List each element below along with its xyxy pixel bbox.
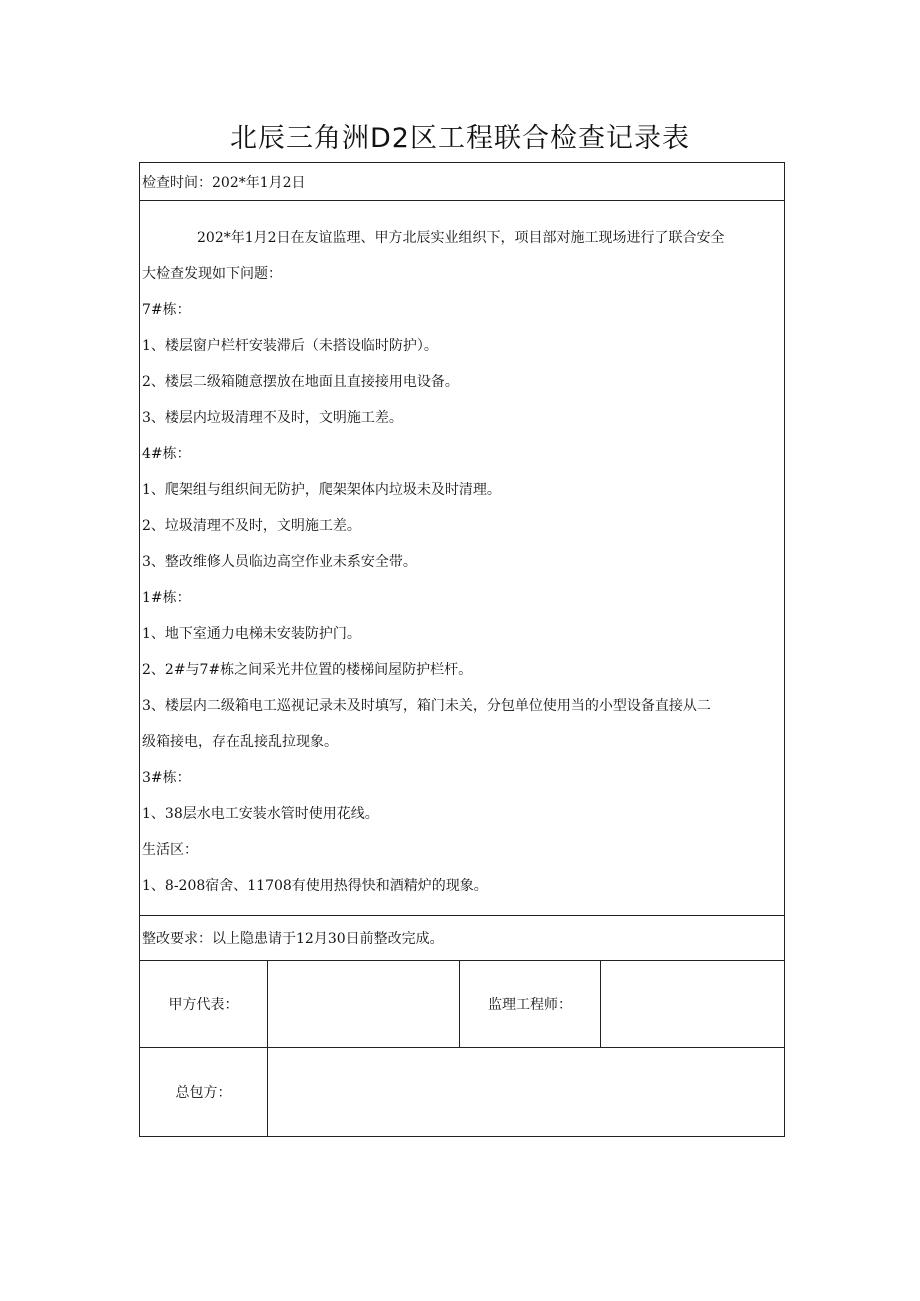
issue-item: 1、楼层窗户栏杆安装滞后（未搭设临时防护）。: [142, 338, 438, 354]
building-heading: 1#栋：: [142, 590, 191, 606]
issue-item: 2、2#与7#栋之间采光井位置的楼梯间屋防护栏杆。: [142, 662, 473, 678]
owner-rep-signature-field[interactable]: [268, 961, 460, 1048]
signature-row: [140, 961, 785, 1048]
issue-item: 1、8-208宿舍、11708有使用热得快和酒精炉的现象。: [142, 878, 488, 894]
issue-item: 1、地下室通力电梯未安装防护门。: [142, 626, 361, 642]
rectification-row: [140, 916, 785, 961]
issue-item: 1、爬架组与组织间无防护，爬架架体内垃圾未及时清理。: [142, 482, 501, 498]
rectification-cell: [140, 916, 785, 961]
inspection-time-cell: [140, 163, 785, 201]
inspection-time-row: [140, 163, 785, 201]
issue-item: 2、垃圾清理不及时，文明施工差。: [142, 518, 361, 534]
issue-item: 3、楼层内垃圾清理不及时，文明施工差。: [142, 410, 403, 426]
findings-cell: [140, 201, 785, 916]
building-heading: 4#栋：: [142, 446, 191, 462]
supervisor-signature-field[interactable]: [601, 961, 785, 1048]
inspection-time: 检查时间：202*年1月2日: [142, 174, 306, 191]
findings-row: [140, 201, 785, 916]
issue-item: 3、整改维修人员临边高空作业未系安全带。: [142, 554, 417, 570]
general-contractor-label: 总包方：: [140, 1048, 268, 1137]
issue-item: 1、38层水电工安装水管时使用花线。: [142, 806, 379, 822]
building-heading: 7#栋：: [142, 302, 191, 318]
building-heading: 3#栋：: [142, 770, 191, 786]
intro-line: 大检查发现如下问题：: [142, 266, 282, 282]
rectification-requirement: 整改要求：以上隐患请于12月30日前整改完成。: [142, 931, 444, 947]
supervisor-label: 监理工程师：: [460, 961, 601, 1048]
issue-item: 3、楼层内二级箱电工巡视记录未及时填写，箱门未关，分包单位使用当的小型设备直接从二: [142, 698, 711, 714]
findings-body: [140, 212, 784, 904]
general-contractor-signature-field[interactable]: [268, 1048, 785, 1137]
owner-rep-label: 甲方代表：: [140, 961, 268, 1048]
inspection-record-table: [139, 162, 785, 1137]
general-contractor-row: [140, 1048, 785, 1137]
building-heading: 生活区：: [142, 842, 198, 858]
issue-item: 级箱接电，存在乱接乱拉现象。: [142, 734, 338, 750]
issue-item: 2、楼层二级箱随意摆放在地面且直接接用电设备。: [142, 374, 459, 390]
page-title: 北辰三角洲D2区工程联合检查记录表: [230, 123, 690, 154]
intro-line: 202*年1月2日在友谊监理、甲方北辰实业组织下，项目部对施工现场进行了联合安全: [197, 230, 725, 246]
